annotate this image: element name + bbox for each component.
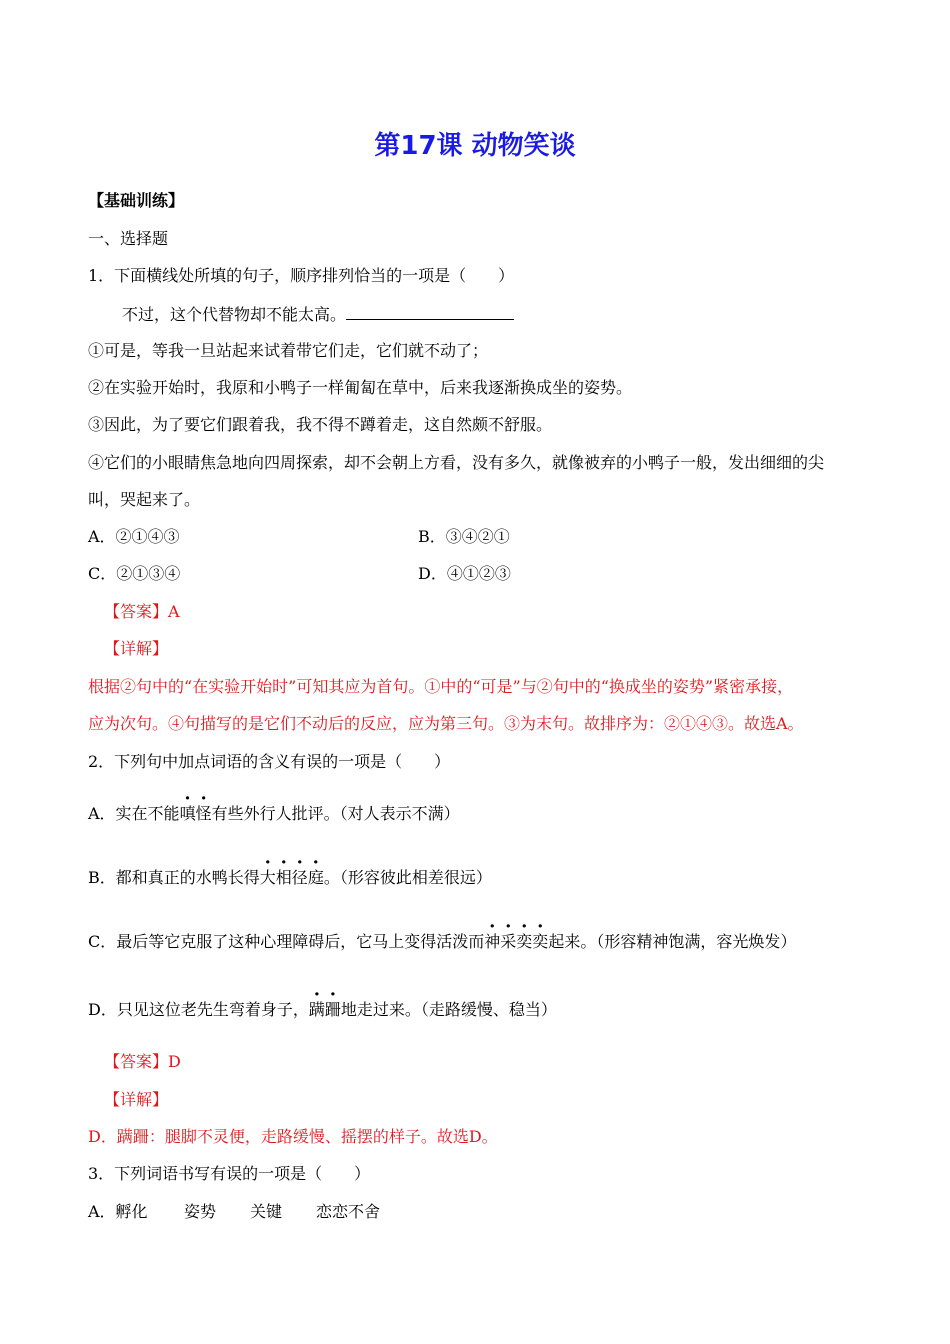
dotted-char: 径 xyxy=(291,868,308,887)
fill-blank xyxy=(346,303,514,320)
q1-detail-line-1: 根据②句中的“在实验开始时”可知其应为首句。①中的“可是”与②句中的“换成坐的姿势”紧密承接， xyxy=(88,677,794,696)
q3-a-word-2: 姿势 xyxy=(184,1202,217,1221)
q1-option-b: B．③④②① xyxy=(418,527,510,546)
q1-stem: 1．下面横线处所填的句子，顺序排列恰当的一项是（ ） xyxy=(88,266,515,285)
dotted-char: 神 xyxy=(484,932,501,951)
q1-item-2: ②在实验开始时，我原和小鸭子一样匍匐在草中，后来我逐渐换成坐的姿势。 xyxy=(88,378,633,397)
section-heading: 【基础训练】 xyxy=(88,191,185,210)
q2-c-pre: C．最后等它克服了这种心理障碍后，它马上变得活泼而 xyxy=(88,932,485,951)
q1-option-c: C．②①③④ xyxy=(88,564,181,583)
dotted-char: 采 xyxy=(500,932,517,951)
q2-answer xyxy=(104,1052,181,1072)
part-heading: 一、选择题 xyxy=(88,229,169,248)
q2-c-post: 起来。（形容精神饱满，容光焕发） xyxy=(548,932,797,951)
dotted-char: 嗔 xyxy=(179,804,196,823)
q1-detail-label: 【详解】 xyxy=(104,639,169,658)
q2-option-b xyxy=(88,868,492,888)
q1-detail-line-2: 应为次句。④句描写的是它们不动后的反应，应为第三句。③为末句。故排序为：②①④③。故选A。 xyxy=(88,714,804,733)
q3-a-word-3: 关键 xyxy=(250,1202,283,1221)
dotted-char: 奕 xyxy=(516,932,533,951)
dotted-char: 怪 xyxy=(195,804,212,823)
dotted-char: 蹒 xyxy=(308,1000,325,1019)
dotted-char: 奕 xyxy=(532,932,549,951)
answer-value: A xyxy=(168,602,180,621)
q2-stem: 2．下列句中加点词语的含义有误的一项是（ ） xyxy=(88,752,451,771)
q1-option-a: A．②①④③ xyxy=(88,527,180,546)
q2-d-pre: D．只见这位老先生弯着身子， xyxy=(88,1000,309,1019)
q3-a-word-4: 恋恋不舍 xyxy=(316,1202,381,1221)
q2-d-dotted-word xyxy=(309,1000,341,1019)
q1-item-4-cont: 叫，哭起来了。 xyxy=(88,490,201,509)
q2-detail-label: 【详解】 xyxy=(104,1090,169,1109)
answer-value: D xyxy=(168,1052,181,1071)
q2-b-post: 。（形容彼此相差很远） xyxy=(323,868,492,887)
q2-a-pre: A．实在不能 xyxy=(88,804,180,823)
q1-option-d: D．④①②③ xyxy=(418,564,511,583)
q2-b-dotted-word xyxy=(260,868,324,887)
q1-item-3: ③因此，为了要它们跟着我，我不得不蹲着走，这自然颇不舒服。 xyxy=(88,415,553,434)
dotted-char: 相 xyxy=(275,868,292,887)
answer-label: 【答案】 xyxy=(104,1052,169,1071)
q2-detail: D．蹒跚：腿脚不灵便，走路缓慢、摇摆的样子。故选D。 xyxy=(88,1127,498,1146)
q2-d-post: 地走过来。（走路缓慢、稳当） xyxy=(340,1000,557,1019)
q1-item-4: ④它们的小眼睛焦急地向四周探索，却不会朝上方看，没有多久，就像被弃的小鸭子一般，发出细细的尖 xyxy=(88,453,825,472)
q2-a-post: 有些外行人批评。（对人表示不满） xyxy=(211,804,460,823)
q1-answer xyxy=(104,602,180,622)
answer-label: 【答案】 xyxy=(104,602,169,621)
q1-item-1: ①可是，等我一旦站起来试着带它们走，它们就不动了； xyxy=(88,341,489,360)
q2-option-c xyxy=(88,932,796,952)
q2-c-dotted-word xyxy=(484,932,548,951)
q3-option-a xyxy=(88,1202,381,1222)
dotted-char: 大 xyxy=(259,868,276,887)
q2-a-dotted-word xyxy=(180,804,212,823)
q3-a-word-1: A．孵化 xyxy=(88,1202,148,1221)
q1-sentence-text: 不过，这个代替物却不能太高。 xyxy=(122,305,347,324)
q3-stem: 3．下列词语书写有误的一项是（ ） xyxy=(88,1164,371,1183)
q2-b-pre: B．都和真正的水鸭长得 xyxy=(88,868,260,887)
dotted-char: 庭 xyxy=(307,868,324,887)
q1-sentence xyxy=(122,303,514,325)
lesson-title: 第17课 动物笑谈 xyxy=(374,131,576,161)
q2-option-d xyxy=(88,1000,557,1020)
dotted-char: 跚 xyxy=(324,1000,341,1019)
q2-option-a xyxy=(88,804,460,824)
